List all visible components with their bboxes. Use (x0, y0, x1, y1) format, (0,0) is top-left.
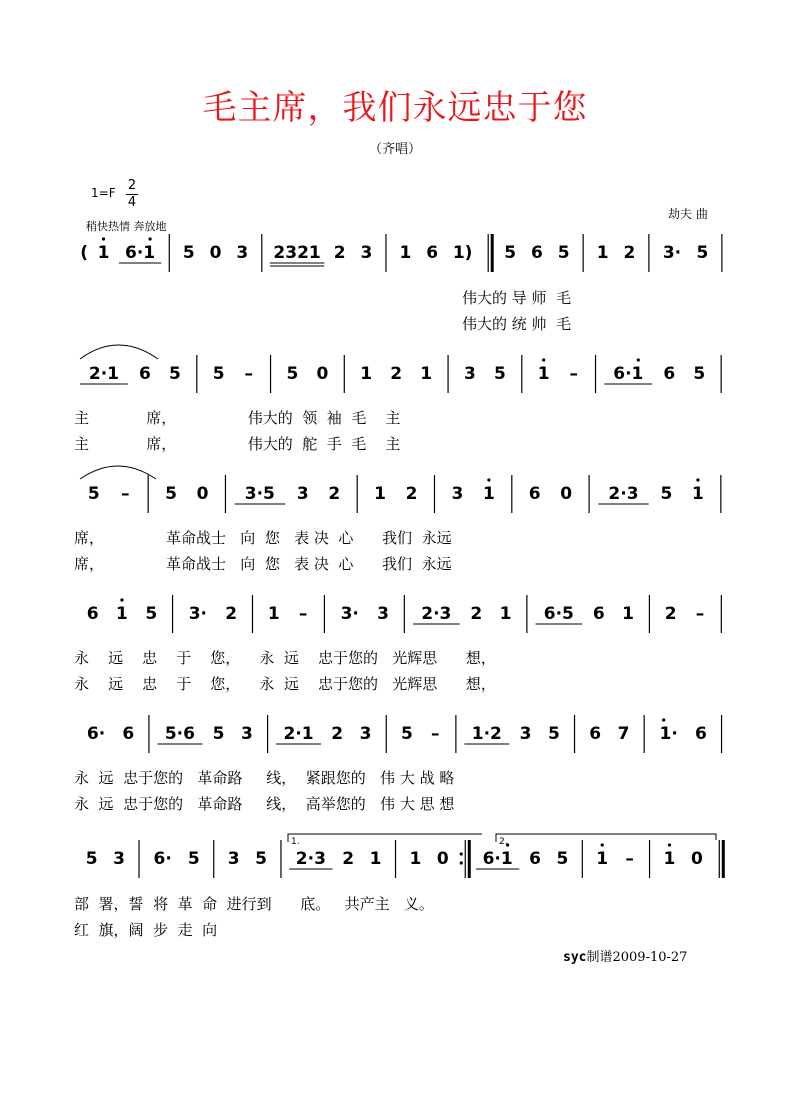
note: 3· (340, 604, 359, 624)
note: 5 (85, 849, 98, 869)
note: 5·6 (164, 724, 195, 744)
lyric-line: 红 旗，阔 步 走 向 (74, 921, 218, 939)
note: 2·3 (608, 484, 639, 504)
note: 5 (187, 849, 200, 869)
note: 1 (499, 604, 512, 624)
note: 1 (399, 243, 412, 263)
slur (80, 345, 158, 359)
note: 6 (592, 604, 605, 624)
score-row (86, 840, 724, 878)
lyric-line: 主 席， 伟大的 舵 手 毛 主 (74, 435, 401, 453)
note: 3 (236, 243, 249, 263)
note: 5 (145, 604, 158, 624)
note: 6·1 (125, 243, 156, 263)
note: 6 (694, 724, 707, 744)
octave-dot (148, 237, 151, 240)
note: 6 (589, 724, 602, 744)
note: 2 (470, 604, 483, 624)
note: 5 (169, 364, 181, 384)
lyric-line: 永 远 忠 于 您， 永 远 忠于您的 光辉思 想， (74, 649, 496, 667)
note: 6 (530, 243, 543, 263)
note: – (430, 724, 440, 744)
note: 1·2 (471, 724, 502, 744)
octave-dot (662, 718, 665, 721)
note: 1· (659, 724, 678, 744)
note: 2 (328, 484, 341, 504)
note: 1 (420, 364, 433, 384)
note: 5 (660, 484, 673, 504)
note: – (298, 604, 308, 624)
note: 6·1 (482, 849, 513, 869)
lyric-line: 永 远 忠 于 您， 永 远 忠于您的 光辉思 想， (74, 675, 496, 693)
note: 1 (116, 604, 128, 624)
note: ( (80, 243, 88, 263)
lyric-line: 席， 革命战士 向 您 表 决 心 我们 永远 (74, 555, 452, 573)
score-row (87, 715, 722, 753)
note: 3 (463, 364, 476, 384)
composer-credit: 劫夫 曲 (668, 207, 708, 221)
note: 2·1 (88, 364, 120, 384)
footer-text: 制谱2009-10-27 (586, 950, 688, 965)
note: 5 (87, 484, 100, 504)
note: 5 (494, 364, 506, 384)
octave-dot (487, 478, 490, 481)
note: 3 (519, 724, 532, 744)
volta-2 (496, 834, 716, 842)
lyric-line: 永 远 忠于您的 革命路 线， 紧跟您的 伟 大 战 略 (74, 769, 455, 787)
note: 3 (359, 724, 372, 744)
note: 6 (122, 724, 135, 744)
note: 3 (377, 604, 389, 624)
octave-dot (601, 843, 604, 846)
note: – (695, 604, 705, 624)
note: 1 (409, 849, 422, 869)
footer-credit (563, 946, 687, 965)
note: 5 (693, 364, 706, 384)
note: 3 (360, 243, 373, 263)
note: 5 (547, 724, 560, 744)
note: 3 (451, 484, 464, 504)
volta-2-label: 2. (499, 837, 508, 847)
note: 1 (267, 604, 280, 624)
lyric-line: 部 署，誓 将 革 命 进行到 底。 共产主 义。 (74, 895, 434, 913)
note: 1) (452, 243, 473, 263)
note: 6 (663, 364, 676, 384)
repeat-dot (460, 852, 463, 855)
note: 6 (138, 364, 151, 384)
note: 7 (617, 724, 630, 744)
score-row (80, 234, 722, 272)
note: 6 (528, 484, 541, 504)
note: 2 (333, 243, 346, 263)
note: 5 (286, 364, 299, 384)
note: 6· (86, 724, 106, 744)
note: – (120, 484, 130, 504)
note: 6· (153, 849, 172, 869)
octave-dot (637, 358, 640, 361)
note: 2 (623, 243, 636, 263)
note: 5 (165, 484, 177, 504)
note: 6 (529, 849, 541, 869)
note: 6·1 (613, 364, 644, 384)
lyric-line: 永 远 忠于您的 革命路 线， 高举您的 伟 大 思 想 (74, 795, 455, 813)
note: 0 (209, 243, 222, 263)
note: – (244, 364, 253, 384)
note: 2·1 (283, 724, 314, 744)
note: 3·5 (244, 484, 275, 504)
note: 1 (663, 849, 676, 869)
note: 3 (113, 849, 126, 869)
note: 0 (436, 849, 449, 869)
note: 5 (504, 243, 517, 263)
score-row (80, 466, 721, 513)
octave-dot (120, 598, 123, 601)
note: 1 (537, 364, 550, 384)
note: 3 (227, 849, 240, 869)
note: – (625, 849, 634, 869)
note: 2 (225, 604, 238, 624)
note: 6 (426, 243, 439, 263)
note: 2321 (273, 243, 321, 263)
repeat-dot (460, 861, 463, 864)
key-signature: 1=F (91, 186, 116, 200)
score-row (87, 595, 722, 633)
note: 2 (331, 724, 344, 744)
lyric-line: 伟大的 导 师 毛 (462, 289, 572, 307)
note: 1 (482, 484, 495, 504)
note: 3· (188, 604, 208, 624)
lyric-line: 席， 革命战士 向 您 表 决 心 我们 永远 (74, 529, 452, 547)
note: 2 (342, 849, 355, 869)
note: 3· (662, 243, 682, 263)
slur (80, 466, 156, 479)
note: 2 (664, 604, 677, 624)
note: 5 (556, 849, 569, 869)
time-signature-bottom: 4 (127, 195, 137, 210)
note: 3 (241, 724, 253, 744)
note: 6 (86, 604, 99, 624)
note: 0 (316, 364, 329, 384)
time-signature-top: 2 (127, 178, 137, 193)
score-row (80, 345, 721, 393)
note: 5 (255, 849, 267, 869)
note: 2 (405, 484, 418, 504)
note: 3 (296, 484, 309, 504)
octave-dot (102, 237, 105, 240)
note: 5 (212, 364, 225, 384)
note: 2·3 (421, 604, 452, 624)
tempo-marking: 稍快热情 奔放地 (86, 220, 167, 233)
note: 1 (622, 604, 635, 624)
song-subtitle: （齐唱） (368, 142, 421, 157)
volta-1 (288, 834, 482, 842)
note: – (569, 364, 578, 384)
note: 6·5 (543, 604, 574, 624)
lyric-line: 主 席， 伟大的 领 袖 毛 主 (74, 409, 401, 427)
note: 5 (696, 243, 709, 263)
note: 1 (374, 484, 387, 504)
note: 1 (596, 243, 609, 263)
footer-mark: syc (563, 950, 587, 965)
note: 5 (212, 724, 225, 744)
octave-dot (542, 358, 545, 361)
octave-dot (696, 478, 699, 481)
note: 0 (196, 484, 209, 504)
note: 5 (557, 243, 570, 263)
lyric-line: 伟大的 统 帅 毛 (462, 315, 572, 333)
song-title: 毛主席，我们永远忠于您 (202, 88, 588, 128)
note: 1 (692, 484, 704, 504)
volta-1-label: 1. (291, 837, 300, 847)
note: 1 (596, 849, 609, 869)
note: 0 (560, 484, 573, 504)
note: 1 (369, 849, 382, 869)
octave-dot (668, 843, 671, 846)
note: 5 (182, 243, 195, 263)
note: 5 (400, 724, 413, 744)
note: 1 (360, 364, 373, 384)
note: 2 (390, 364, 403, 384)
note: 1 (97, 243, 110, 263)
note: 0 (690, 849, 703, 869)
note: 2·3 (295, 849, 326, 869)
